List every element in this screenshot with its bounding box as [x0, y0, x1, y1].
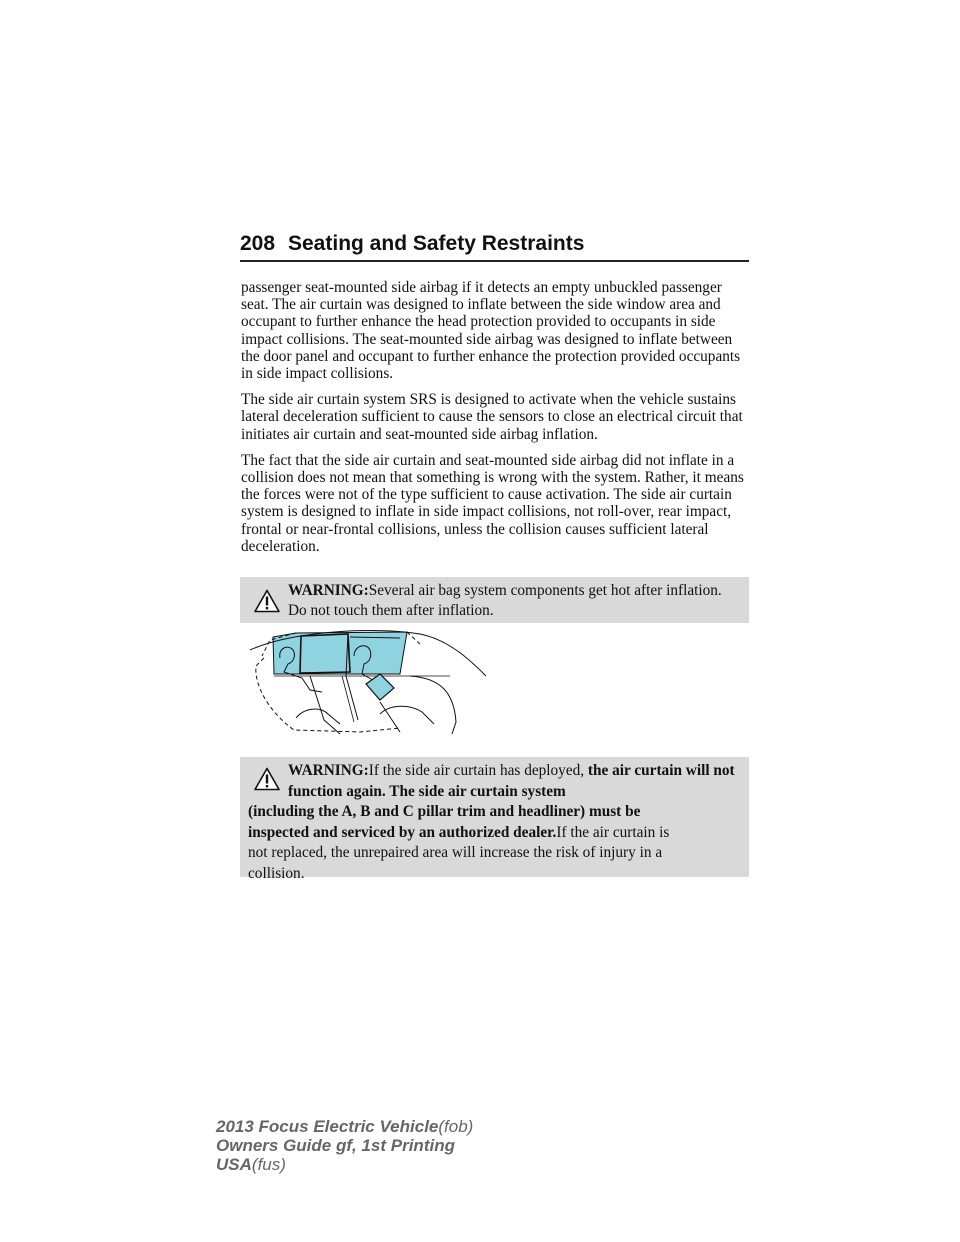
paragraph: passenger seat-mounted side airbag if it detects an empty unbuckled passenger seat. The air curtain was designed to inflate between the side window area and occupant to further enhance the head protection provided to occupants in side impact collisions. The seat-mounted side airbag was designed to inflate between the door panel and occupant to further enhance the protection provided occupants in side impact collisions.: [241, 279, 741, 383]
warning-triangle-icon: [254, 589, 280, 613]
page-header: [240, 232, 749, 272]
paragraph: The fact that the side air curtain and seat-mounted side airbag did not inflate in a collision does not mean that something is wrong with the system. Rather, it means the forces were not of the type sufficient to cause activation. The side air curtain system is designed to inflate in side impact collisions, not roll-over, rear impact, frontal or near-frontal collisions, unless the collision causes sufficient lateral deceleration.: [241, 451, 744, 555]
page-footer: [216, 1117, 473, 1174]
footer-market: USA: [216, 1155, 252, 1174]
warning-triangle-icon: [254, 767, 280, 791]
warning-box-air-curtain-service: [240, 757, 749, 882]
paragraph: The side air curtain system SRS is designed to activate when the vehicle sustains lateral deceleration sufficient to cause the sensors to close an electrical circuit that initiates air curtain and seat-mounted side airbag inflation.: [241, 391, 743, 443]
header-divider: [240, 260, 749, 262]
footer-vehicle: 2013 Focus Electric Vehicle: [216, 1117, 439, 1136]
warning-first-lines: [248, 761, 741, 802]
page-number: 208: [240, 232, 276, 255]
footer-code: (fus): [251, 1155, 286, 1174]
warning-line: collision.: [248, 864, 305, 882]
body-text: [241, 279, 749, 564]
warning-bold-text: the air curtain will not function again. The side air curtain system: [288, 762, 735, 800]
warning-box-hot-components: [240, 577, 749, 623]
side-air-curtain-illustration: [250, 628, 490, 740]
warning-bold-text: (including the A, B and C pillar trim and headliner) must be: [248, 803, 641, 820]
warning-text: If the air curtain is: [556, 823, 670, 841]
warning-line: [248, 802, 741, 823]
warning-label: WARNING:: [288, 582, 369, 599]
warning-text-intro: If the side air curtain has deployed,: [368, 762, 585, 779]
footer-guide: Owners Guide gf, 1st Printing: [216, 1136, 455, 1155]
warning-bold-text: inspected and serviced by an authorized dealer.: [248, 823, 557, 841]
footer-code: (fob): [438, 1117, 474, 1136]
warning-line: not replaced, the unrepaired area will increase the risk of injury in a: [248, 844, 663, 861]
warning-line: [248, 823, 741, 844]
section-title: Seating and Safety Restraints: [288, 232, 585, 255]
warning-label: WARNING:: [288, 762, 369, 779]
warning-text: Several air bag system components get hot after inflation. Do not touch them after inflation.: [288, 582, 722, 619]
